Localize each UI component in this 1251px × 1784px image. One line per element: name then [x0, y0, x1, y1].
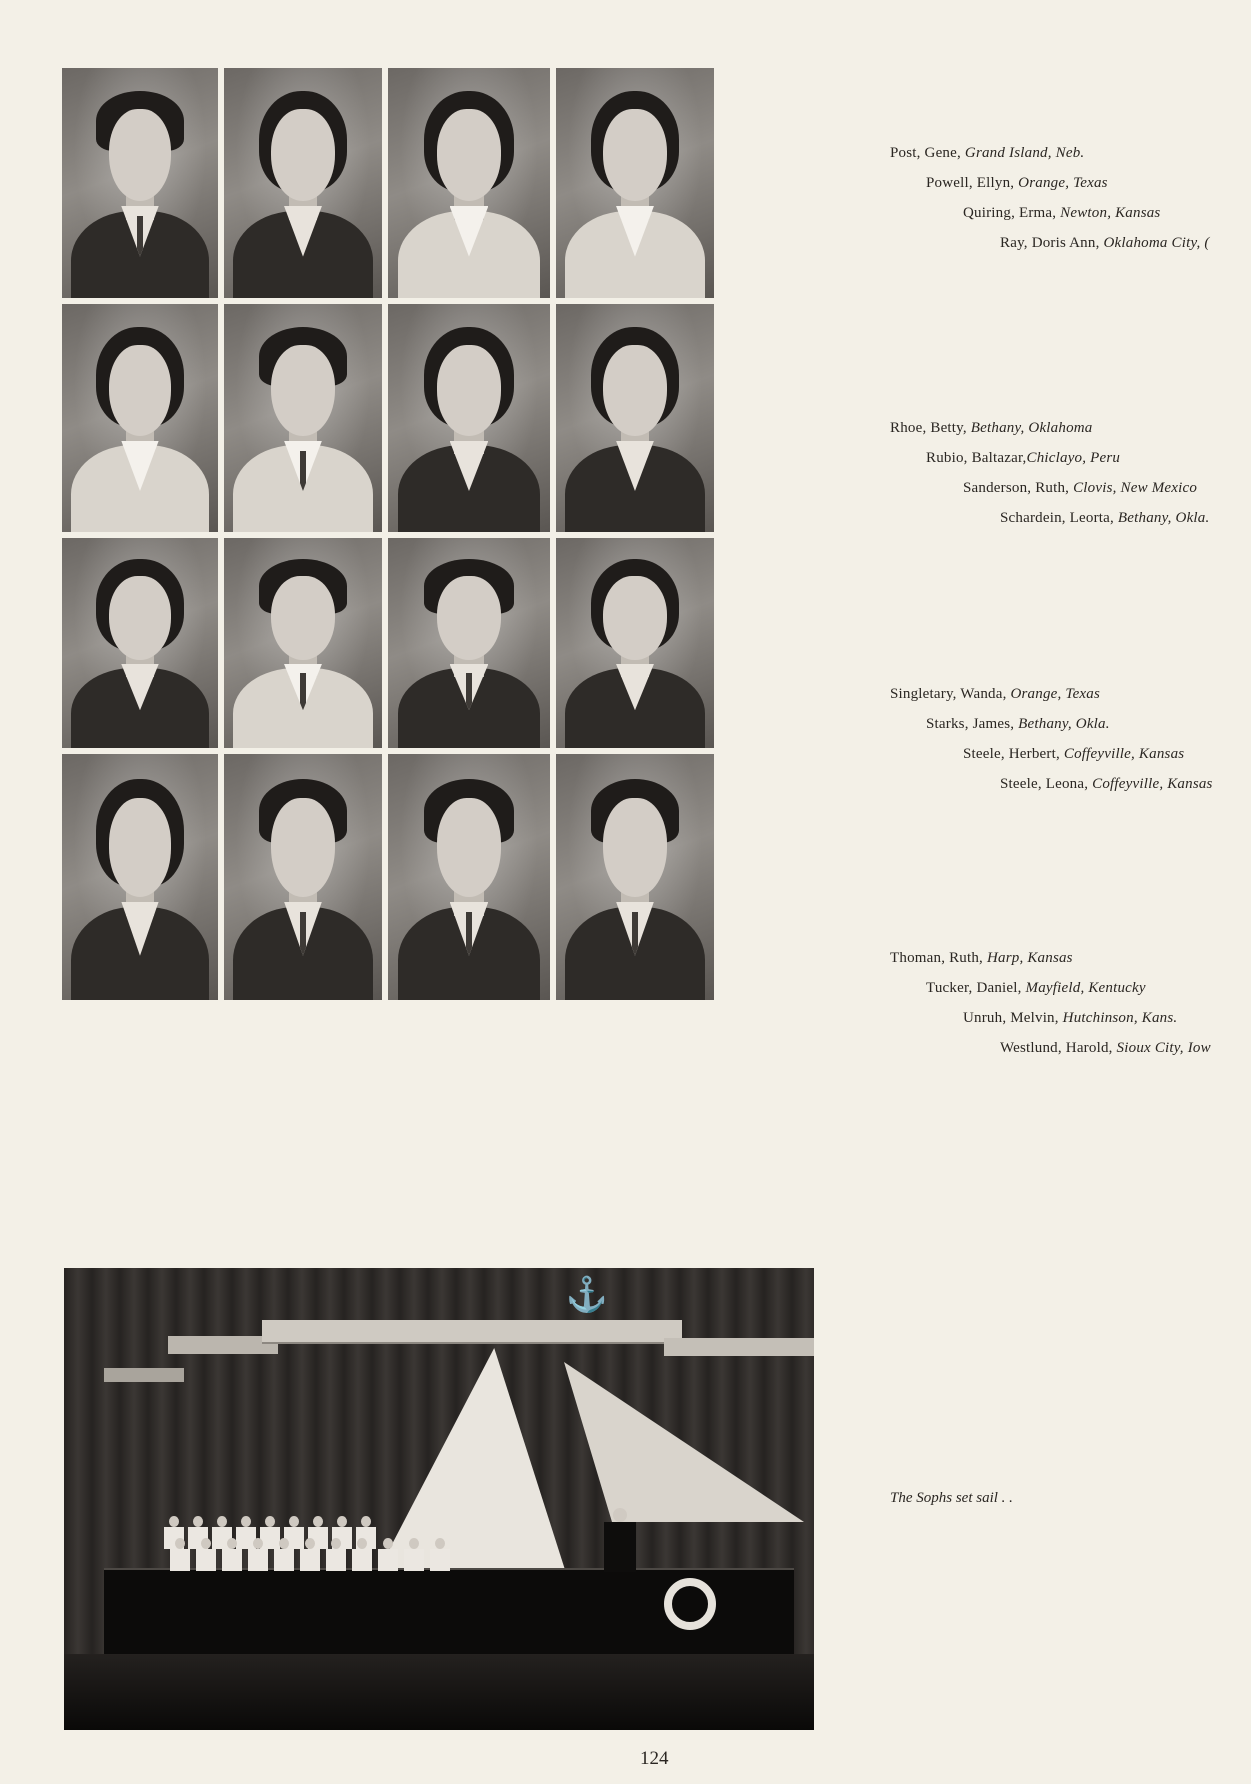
portrait-face	[437, 345, 502, 436]
student-name: Tucker, Daniel,	[926, 980, 1026, 996]
hometown: Bethany, Oklahoma	[970, 420, 1093, 436]
hometown: Mayfield, Kentucky	[1025, 980, 1146, 996]
student-name: Ray, Doris Ann,	[1000, 235, 1104, 251]
portrait-photo	[224, 68, 382, 298]
student-name: Rubio, Baltazar,	[926, 450, 1027, 466]
choir-singer	[300, 1538, 320, 1572]
portrait-face	[437, 798, 502, 896]
portrait-photo	[224, 304, 382, 532]
portrait-face	[271, 576, 334, 660]
student-name-line	[1000, 1040, 1211, 1057]
portrait-photo	[388, 68, 550, 298]
choir-singer	[430, 1538, 450, 1572]
student-name-line	[890, 950, 1073, 967]
choir-singer	[170, 1538, 190, 1572]
portrait-photo	[62, 538, 218, 748]
portrait-grid	[62, 68, 814, 1123]
hometown: Orange, Texas	[1018, 175, 1108, 191]
choir-singer	[248, 1538, 268, 1572]
student-name: Westlund, Harold,	[1000, 1040, 1117, 1056]
portrait-photo	[62, 68, 218, 298]
portrait-photo	[388, 754, 550, 1000]
portrait-photo	[62, 754, 218, 1000]
portrait-face	[109, 576, 171, 660]
hometown: Sioux City, Iow	[1116, 1040, 1211, 1056]
student-name: Quiring, Erma,	[963, 205, 1061, 221]
choir-singer	[378, 1538, 398, 1572]
portrait-photo	[224, 754, 382, 1000]
portrait-photo	[556, 538, 714, 748]
student-name: Post, Gene,	[890, 145, 965, 161]
portrait-photo	[556, 304, 714, 532]
student-name-line	[926, 716, 1110, 733]
portrait-photo	[556, 754, 714, 1000]
student-name-line	[963, 480, 1197, 497]
student-name: Sanderson, Ruth,	[963, 480, 1074, 496]
hometown: Hutchinson, Kans.	[1062, 1010, 1178, 1026]
portrait-photo	[224, 538, 382, 748]
student-name-line	[963, 205, 1160, 222]
choir-singer	[196, 1538, 216, 1572]
choir-singer	[404, 1538, 424, 1572]
hometown: Harp, Kansas	[986, 950, 1073, 966]
valance-step	[664, 1338, 814, 1356]
student-name: Rhoe, Betty,	[890, 420, 971, 436]
student-name-line	[1000, 776, 1213, 793]
portrait-face	[109, 798, 171, 896]
student-name: Powell, Ellyn,	[926, 175, 1019, 191]
portrait-face	[271, 345, 334, 436]
portrait-face	[437, 576, 502, 660]
hometown: Oklahoma City, (	[1103, 235, 1210, 251]
page-number: 124	[640, 1748, 669, 1769]
student-name-line	[890, 686, 1100, 703]
hometown: Grand Island, Neb.	[964, 145, 1085, 161]
portrait-photo	[388, 304, 550, 532]
hometown: Chiclayo, Peru	[1026, 450, 1121, 466]
student-name-line	[926, 175, 1108, 192]
portrait-photo	[62, 304, 218, 532]
portrait-face	[271, 109, 334, 201]
portrait-face	[603, 798, 666, 896]
valance	[262, 1320, 682, 1342]
photo-caption: The Sophs set sail . .	[890, 1490, 1013, 1506]
portrait-face	[109, 109, 171, 201]
portrait-face	[603, 345, 666, 436]
student-name: Steele, Herbert,	[963, 746, 1064, 762]
hometown: Coffeyville, Kansas	[1063, 746, 1185, 762]
student-name-line	[1000, 235, 1210, 252]
portrait-face	[109, 345, 171, 436]
hometown: Bethany, Okla.	[1018, 716, 1110, 732]
portrait-face	[437, 109, 502, 201]
hometown: Coffeyville, Kansas	[1092, 776, 1213, 792]
portrait-face	[271, 798, 334, 896]
student-name: Singletary, Wanda,	[890, 686, 1011, 702]
student-name-line	[1000, 510, 1209, 527]
student-name: Thoman, Ruth,	[890, 950, 987, 966]
portrait-face	[603, 109, 666, 201]
student-name-line	[890, 145, 1084, 162]
student-name-line	[926, 980, 1146, 997]
choir-singer	[222, 1538, 242, 1572]
stage-floor	[64, 1654, 814, 1730]
student-name-line	[890, 420, 1093, 437]
student-name: Steele, Leona,	[1000, 776, 1093, 792]
hometown: Orange, Texas	[1010, 686, 1101, 702]
portrait-face	[603, 576, 666, 660]
student-name-line	[963, 746, 1184, 763]
student-name-line	[926, 450, 1120, 467]
stage-photo	[64, 1268, 814, 1730]
hometown: Clovis, New Mexico	[1073, 480, 1198, 496]
student-name: Unruh, Melvin,	[963, 1010, 1063, 1026]
hometown: Newton, Kansas	[1060, 205, 1161, 221]
choir-singer	[326, 1538, 346, 1572]
life-ring-icon	[664, 1578, 716, 1630]
anchor-emblem-icon: ⚓	[565, 1277, 609, 1314]
student-name: Schardein, Leorta,	[1000, 510, 1118, 526]
choir-singer	[274, 1538, 294, 1572]
portrait-photo	[388, 538, 550, 748]
choir-singer	[352, 1538, 372, 1572]
hometown: Bethany, Okla.	[1117, 510, 1210, 526]
student-name-line	[963, 1010, 1177, 1027]
portrait-photo	[556, 68, 714, 298]
valance-step	[104, 1368, 184, 1382]
choir-group	[164, 1516, 484, 1576]
sailor-figure	[604, 1508, 636, 1572]
student-name: Starks, James,	[926, 716, 1019, 732]
